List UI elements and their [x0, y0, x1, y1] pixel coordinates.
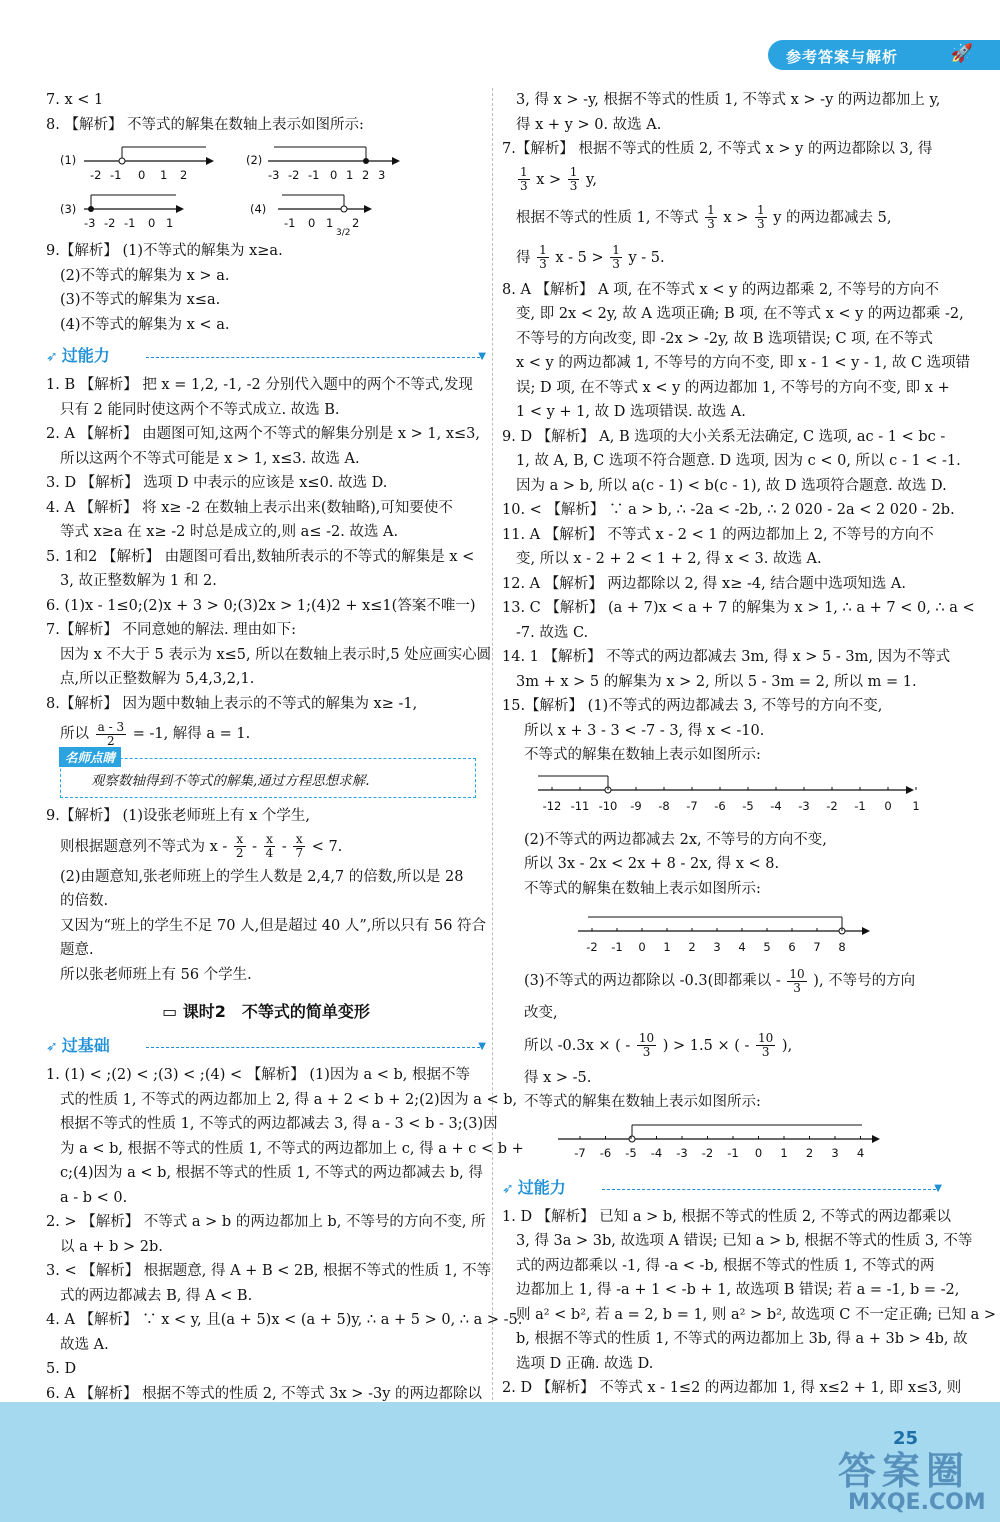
tip-tag: 名师点睛: [59, 747, 121, 767]
tick-label: -1: [308, 168, 320, 182]
tick-label: -2: [826, 798, 838, 813]
section-header-guonengli-2: [502, 1175, 942, 1201]
fraction: [518, 166, 530, 193]
answer-line: 3, 故正整数解为 1 和 2.: [60, 573, 217, 589]
answer-line: 不等式的解集在数轴上表示如图所示:: [524, 1094, 761, 1110]
tick-label: -4: [650, 1145, 663, 1160]
numerator: 10: [758, 1031, 774, 1045]
tick-label: 2: [180, 168, 188, 182]
answer-line: 改变,: [524, 1005, 558, 1021]
nl-label: (3): [60, 202, 77, 216]
numerator: x: [293, 833, 305, 847]
denominator: 3: [612, 257, 620, 271]
number-line-2: [246, 147, 400, 182]
answer-line: 2. A 【解析】 由题图可知,这两个不等式的解集分别是 x > 1, x≤3,: [46, 426, 480, 442]
answer-line: 11. A 【解析】 不等式 x - 2 < 1 的两边都加上 2, 不等号的方向不: [502, 526, 934, 543]
answer-line: 不等式的解集在数轴上表示如图所示:: [524, 880, 761, 897]
tick-label: 1: [912, 798, 920, 813]
text: x >: [536, 171, 562, 188]
answer-line: 14. 1 【解析】 不等式的两边都减去 3m, 得 x > 5 - 3m, 因为不等式: [502, 649, 951, 665]
text: 根据不等式的性质 1, 不等式: [516, 209, 699, 226]
tick-label: 4: [856, 1145, 865, 1160]
numerator: 10: [638, 1031, 655, 1045]
number-line-4: [250, 195, 372, 238]
tick-label: 5: [763, 940, 771, 954]
fraction: [610, 244, 622, 271]
text: ),: [781, 1037, 793, 1054]
answer-line: 6. (1)x - 1≤0;(2)x + 3 > 0;(3)2x > 1;(4)2 + x≤1(答案不唯一): [46, 597, 476, 614]
tick-label: 0: [138, 168, 146, 182]
answer-line: 7. x < 1: [46, 92, 104, 108]
number-line-q15-1: [502, 768, 942, 824]
fraction: [568, 166, 580, 193]
fraction: [234, 833, 246, 860]
answer-line: 边都加上 1, 得 -a + 1 < -b + 1, 故选项 B 错误; 若 a = -1, b = -2,: [516, 1282, 960, 1298]
tick-label: 1: [780, 1145, 788, 1160]
tick-label: -2: [104, 216, 116, 230]
answer-line: 1. (1) < ;(2) < ;(3) < ;(4) < 【解析】 (1)因为 a < b, 根据不等: [46, 1067, 470, 1083]
tick-label: -10: [598, 798, 618, 813]
answer-line: 9.【解析】 (1)不等式的解集为 x≥a.: [46, 243, 283, 259]
section-wing-icon: ➶: [46, 349, 58, 365]
section-title: 过能力: [61, 346, 110, 365]
nl-label: (4): [250, 202, 267, 216]
section-wing-icon: ➶: [502, 1180, 514, 1197]
answer-line: 2. > 【解析】 不等式 a > b 的两边都加上 b, 不等号的方向不变, 所: [46, 1214, 486, 1230]
answer-line: 12. A 【解析】 两边都除以 2, 得 x≥ -4, 结合题中选项知选 A.: [502, 575, 906, 592]
fraction: [537, 244, 549, 271]
tip-box: [60, 750, 476, 798]
text: ) > 1.5 × ( -: [662, 1037, 750, 1054]
answer-line: 3. < 【解析】 根据题意, 得 A + B < 2B, 根据不等式的性质 1, 不等: [46, 1263, 492, 1279]
header-title: 参考答案与解析: [786, 48, 899, 66]
answer-line: (2)由题意知,张老师班上的学生人数是 2,4,7 的倍数,所以是 28: [60, 868, 464, 885]
answer-line: 式的性质 1, 不等式的两边都加上 2, 得 a + 2 < b + 2;(2)因为 a < b,: [60, 1091, 518, 1108]
tick-label: -3: [798, 798, 810, 813]
answer-line: 3, 得 x > -y, 根据不等式的性质 1, 不等式 x > -y 的两边都加上 y,: [516, 92, 941, 108]
answer-line: 点,所以正整数解为 5,4,3,2,1.: [60, 671, 255, 687]
text: y 的两边都减去 5,: [773, 209, 892, 226]
lesson-title: [46, 997, 486, 1027]
tick-label: -6: [599, 1145, 612, 1160]
answer-line: 变, 所以 x - 2 + 2 < 1 + 2, 得 x < 3. 故选 A.: [516, 551, 822, 567]
tick-label: -11: [570, 798, 590, 813]
answer-line: 得 x > -5.: [524, 1069, 592, 1086]
answer-line-fraction: [502, 198, 942, 238]
fraction: [756, 1032, 775, 1059]
answer-line: 根据不等式的性质 1, 不等式的两边都减去 3, 得 a - 3 < b - 3;(3)因: [60, 1116, 498, 1132]
section-wing-icon: ➶: [46, 1039, 58, 1055]
chevron-down-icon: ▼: [934, 1182, 942, 1194]
denominator: 3: [520, 179, 528, 193]
denominator: 3: [539, 257, 547, 271]
watermark-logo: 答案圈: [838, 1449, 971, 1493]
answer-line: 1 < y + 1, 故 D 选项错误. 故选 A.: [516, 404, 746, 420]
numerator: a - 3: [97, 719, 125, 734]
answer-line: 1. B 【解析】 把 x = 1,2, -1, -2 分别代入题中的两个不等式,发现: [46, 377, 473, 393]
tick-label: -2: [90, 168, 102, 182]
denominator: 4: [265, 846, 274, 860]
text: x >: [723, 209, 749, 226]
answer-line: 9.【解析】 (1)设张老师班上有 x 个学生,: [46, 808, 310, 824]
tick-label: -6: [714, 798, 726, 813]
text: 所以: [60, 726, 89, 742]
denominator: 3: [761, 1045, 770, 1059]
answer-line: 15.【解析】 (1)不等式的两边都减去 3, 不等号的方向不变,: [502, 698, 883, 714]
tick-label: 0: [884, 798, 892, 813]
answer-line-fraction: [502, 162, 942, 198]
answer-line: c;(4)因为 a < b, 根据不等式的性质 1, 不等式的两边都减去 b, 得: [60, 1165, 483, 1181]
tick-label: -1: [611, 940, 623, 954]
denominator: 3: [756, 217, 765, 231]
answer-line: 所以张老师班上有 56 个学生.: [60, 966, 252, 983]
page-number: 25: [893, 1428, 919, 1449]
answer-line: 只有 2 能同时使这两个不等式成立. 故选 B.: [60, 401, 340, 418]
text: -: [281, 838, 287, 855]
fraction: [705, 204, 717, 231]
fraction: [96, 721, 126, 748]
tick-label: -2: [701, 1145, 714, 1160]
watermark-url: MXQE.COM: [848, 1490, 986, 1515]
denominator: 3: [793, 980, 801, 995]
number-line-q15-3: [502, 1115, 942, 1165]
numerator: 10: [789, 966, 805, 981]
text: 得: [516, 249, 531, 266]
tick-label: -7: [574, 1145, 586, 1160]
answer-line: b, 根据不等式的性质 1, 不等式的两边都加上 3b, 得 a + 3b > 4b, 故: [516, 1331, 968, 1347]
numerator: 1: [539, 243, 547, 257]
text: 则根据题意列不等式为 x -: [60, 838, 228, 855]
tick-label: 4: [738, 940, 746, 954]
tick-label: -4: [770, 798, 782, 813]
fraction: [264, 833, 276, 860]
answer-line: 5. D: [46, 1361, 77, 1377]
tick-label: -5: [625, 1145, 637, 1160]
text: x - 5 >: [555, 249, 604, 266]
answer-line: 不等式的解集在数轴上表示如图所示:: [524, 747, 761, 763]
answer-line: 10. < 【解析】 ∵ a > b, ∴ -2a < -2b, ∴ 2 020 - 2a < 2 020 - 2b.: [502, 502, 955, 518]
answer-line: x < y 的两边都减 1, 不等号的方向不变, 即 x - 1 < y - 1, 故 C 选项错: [516, 355, 971, 371]
tick-label: 1: [346, 168, 354, 182]
answer-line: 选项 D 正确. 故选 D.: [516, 1355, 654, 1372]
answer-line: 变, 即 2x < 2y, 故 A 选项正确; B 项, 在不等式 x < y 的两边都乘 -2,: [516, 306, 964, 322]
tick-label: -3: [84, 216, 96, 230]
answer-line: (3)不等式的解集为 x≤a.: [60, 292, 221, 308]
answer-line: 4. A 【解析】 ∵ x < y, 且(a + 5)x < (a + 5)y, ∴ a + 5 > 0, ∴ a > -5.: [46, 1312, 523, 1328]
text: y,: [586, 171, 597, 188]
tick-label: -1: [284, 216, 296, 230]
tick-label: 6: [788, 940, 796, 954]
answer-line-fraction: [46, 829, 486, 865]
tick-label: 8: [838, 940, 846, 954]
tick-label: -12: [542, 798, 562, 813]
number-lines-q8: [46, 137, 486, 238]
fraction: [293, 833, 305, 860]
answer-line: 13. C 【解析】 (a + 7)x < a + 7 的解集为 x > 1, ∴ a + 7 < 0, ∴ a <: [502, 600, 975, 616]
section-title: 过能力: [517, 1177, 566, 1197]
answer-line: 6. A 【解析】 根据不等式的性质 2, 不等式 3x > -3y 的两边都除以: [46, 1385, 482, 1402]
answer-line: 8. 【解析】 不等式的解集在数轴上表示如图所示:: [46, 116, 364, 133]
tick-label: 2: [352, 216, 360, 230]
denominator: 2: [235, 846, 244, 860]
text: (3)不等式的两边都除以 -0.3(即都乘以 -: [524, 973, 781, 989]
left-column: [46, 88, 524, 1406]
tick-label: 1: [160, 168, 168, 182]
tip-text: 观察数轴得到不等式的解集,通过方程思想求解.: [91, 773, 370, 789]
text: = -1, 解得 a = 1.: [132, 726, 251, 742]
number-line-3: [60, 195, 184, 230]
tick-label: 3: [378, 168, 386, 182]
nl-label: (1): [60, 153, 77, 167]
book-icon: ▭: [162, 1002, 178, 1021]
answer-line: 则 a² < b², 若 a = 2, b = 1, 则 a² > b², 故选项 C 不一定正确; 已知 a >: [516, 1306, 996, 1323]
tick-label: -1: [854, 798, 866, 813]
lesson-title-text: 课时2 不等式的简单变形: [182, 1002, 370, 1021]
answer-line: 题意.: [60, 942, 94, 958]
answer-line: 的倍数.: [60, 893, 109, 909]
tick-label: 0: [754, 1145, 763, 1160]
answer-line: 式的两边都减去 B, 得 A < B.: [60, 1287, 253, 1304]
tick-label: 3: [713, 940, 721, 954]
tick-label: 0: [308, 216, 316, 230]
number-line-1: [60, 147, 214, 182]
numerator: 1: [520, 165, 528, 179]
answer-line: a - b < 0.: [60, 1189, 128, 1206]
right-column: [502, 88, 996, 1401]
section-header-guojichu: [46, 1033, 486, 1059]
tick-label: -5: [742, 798, 754, 813]
numerator: 1: [612, 243, 620, 257]
denominator: 3: [569, 179, 578, 193]
answer-line: 所以 x + 3 - 3 < -7 - 3, 得 x < -10.: [524, 722, 765, 739]
answer-line: 3, 得 3a > 3b, 故选项 A 错误; 已知 a > b, 根据不等式的性质 3, 不等: [516, 1233, 973, 1249]
text: 所以 -0.3x × ( -: [524, 1037, 631, 1054]
tick-label: -3: [676, 1145, 688, 1160]
tick-label: 1: [663, 940, 671, 954]
tick-label: 2: [688, 940, 696, 954]
column-divider: [492, 88, 493, 1400]
tick-label: 3: [831, 1145, 839, 1160]
answer-line: 9. D 【解析】 A, B 选项的大小关系无法确定, C 选项, ac - 1 < bc -: [502, 428, 946, 445]
answer-line: 以 a + b > 2b.: [60, 1238, 163, 1255]
answer-line-fraction: [502, 238, 942, 278]
answer-line: 误; D 项, 在不等式 x < y 的两边都加 1, 不等号的方向不变, 即 x +: [516, 379, 950, 396]
answer-line: 1. D 【解析】 已知 a > b, 根据不等式的性质 2, 不等式的两边都乘以: [502, 1208, 951, 1225]
answer-line-fraction: [502, 961, 942, 1001]
tick-label: -7: [686, 798, 698, 813]
tick-label: 0: [148, 216, 156, 230]
text: -: [252, 838, 258, 855]
denominator: 3: [642, 1045, 651, 1059]
answer-line-fraction: [502, 1026, 942, 1066]
fraction: [755, 204, 767, 231]
tick-label: -1: [110, 168, 122, 182]
answer-line: 又因为“班上的学生不足 70 人,但是超过 40 人”,所以只有 56 符合: [60, 917, 487, 934]
rocket-icon: 🚀: [950, 43, 974, 64]
answer-line: (2)不等式的两边都减去 2x, 不等号的方向不变,: [524, 831, 827, 848]
tick-label: -1: [124, 216, 136, 230]
tick-label: 2: [362, 168, 370, 182]
fraction: [787, 968, 806, 995]
numerator: x: [264, 833, 276, 847]
answer-line: -7. 故选 C.: [516, 624, 589, 641]
tick-label: -9: [630, 798, 642, 813]
tick-label: 1: [166, 216, 174, 230]
answer-line: 故选 A.: [60, 1336, 109, 1353]
tick-label: 0: [330, 168, 338, 182]
numerator: 1: [707, 203, 715, 217]
header-bar: [768, 40, 1000, 70]
answer-line: 4. A 【解析】 将 x≥ -2 在数轴上表示出来(数轴略),可知要使不: [46, 499, 453, 516]
answer-line: 得 x + y > 0. 故选 A.: [516, 116, 662, 133]
tick-label: -1: [727, 1145, 739, 1160]
section-title: 过基础: [61, 1036, 110, 1055]
answer-line: 不等号的方向改变, 即 -2x > -2y, 故 B 选项错误; C 项, 在不等式: [516, 330, 933, 347]
tick-label: -3: [268, 168, 280, 182]
answer-line: 7.【解析】 根据不等式的性质 2, 不等式 x > y 的两边都除以 3, 得: [502, 141, 933, 157]
tick-label: 2: [805, 1145, 814, 1160]
tick-label: -2: [586, 940, 598, 954]
numerator: 1: [756, 203, 765, 217]
answer-line: 5. 1和2 【解析】 由题图可看出,数轴所表示的不等式的解集是 x <: [46, 548, 475, 565]
section-header-guonengli: [46, 343, 486, 369]
answer-line: 3. D 【解析】 选项 D 中表示的应该是 x≤0. 故选 D.: [46, 475, 388, 491]
text: ), 不等号的方向: [813, 973, 916, 989]
text: < 7.: [311, 838, 343, 855]
tick-label: 7: [813, 940, 821, 954]
number-line-q15-2: [502, 901, 942, 957]
answer-line: 3m + x > 5 的解集为 x > 2, 所以 5 - 3m = 2, 所以 m = 1.: [516, 673, 917, 690]
answer-line: 8.【解析】 因为题中数轴上表示的不等式的解集为 x≥ -1,: [46, 695, 418, 712]
numerator: x: [234, 833, 246, 847]
answer-line: 为 a < b, 根据不等式的性质 1, 不等式的两边都加上 c, 得 a + c < b +: [60, 1140, 524, 1157]
denominator: 2: [107, 733, 115, 748]
chevron-down-icon: ▼: [478, 1041, 486, 1052]
answer-line: 因为 x 不大于 5 表示为 x≤5, 所以在数轴上表示时,5 处应画实心圆: [60, 646, 492, 663]
answer-line: 8. A 【解析】 A 项, 在不等式 x < y 的两边都乘 2, 不等号的方向不: [502, 281, 939, 298]
answer-line: 1, 故 A, B, C 选项不符合题意. D 选项, 因为 c < 0, 所以 c - 1 < -1.: [516, 453, 961, 469]
nl-label: (2): [246, 153, 263, 167]
answer-line: 所以这两个不等式可能是 x > 1, x≤3. 故选 A.: [60, 450, 360, 467]
numerator: 1: [569, 165, 578, 179]
text: y - 5.: [628, 249, 665, 266]
tick-label: 0: [638, 940, 646, 954]
chevron-down-icon: ▼: [478, 351, 486, 362]
answer-line: 式的两边都乘以 -1, 得 -a < -b, 根据不等式的性质 1, 不等式的两: [516, 1257, 935, 1274]
answer-line: 等式 x≥a 在 x≥ -2 时总是成立的,则 a≤ -2. 故选 A.: [60, 524, 399, 540]
tick-label: 1: [326, 216, 334, 230]
fraction: [637, 1032, 656, 1059]
denominator: 3: [707, 217, 715, 231]
answer-line: 因为 a > b, 所以 a(c - 1) < b(c - 1), 故 D 选项符合题意. 故选 D.: [516, 477, 947, 494]
tick-label: 3/2: [336, 228, 351, 238]
answer-line: 所以 3x - 2x < 2x + 8 - 2x, 得 x < 8.: [524, 856, 780, 872]
answer-line: (2)不等式的解集为 x > a.: [60, 267, 230, 284]
denominator: 7: [295, 846, 304, 860]
tick-label: -8: [658, 798, 670, 813]
answer-line: 7.【解析】 不同意她的解法. 理由如下:: [46, 622, 297, 638]
answer-line: (4)不等式的解集为 x < a.: [60, 316, 230, 333]
tick-label: -2: [288, 168, 300, 182]
answer-line: 2. D 【解析】 不等式 x - 1≤2 的两边都加 1, 得 x≤2 + 1, 即 x≤3, 则: [502, 1380, 962, 1396]
